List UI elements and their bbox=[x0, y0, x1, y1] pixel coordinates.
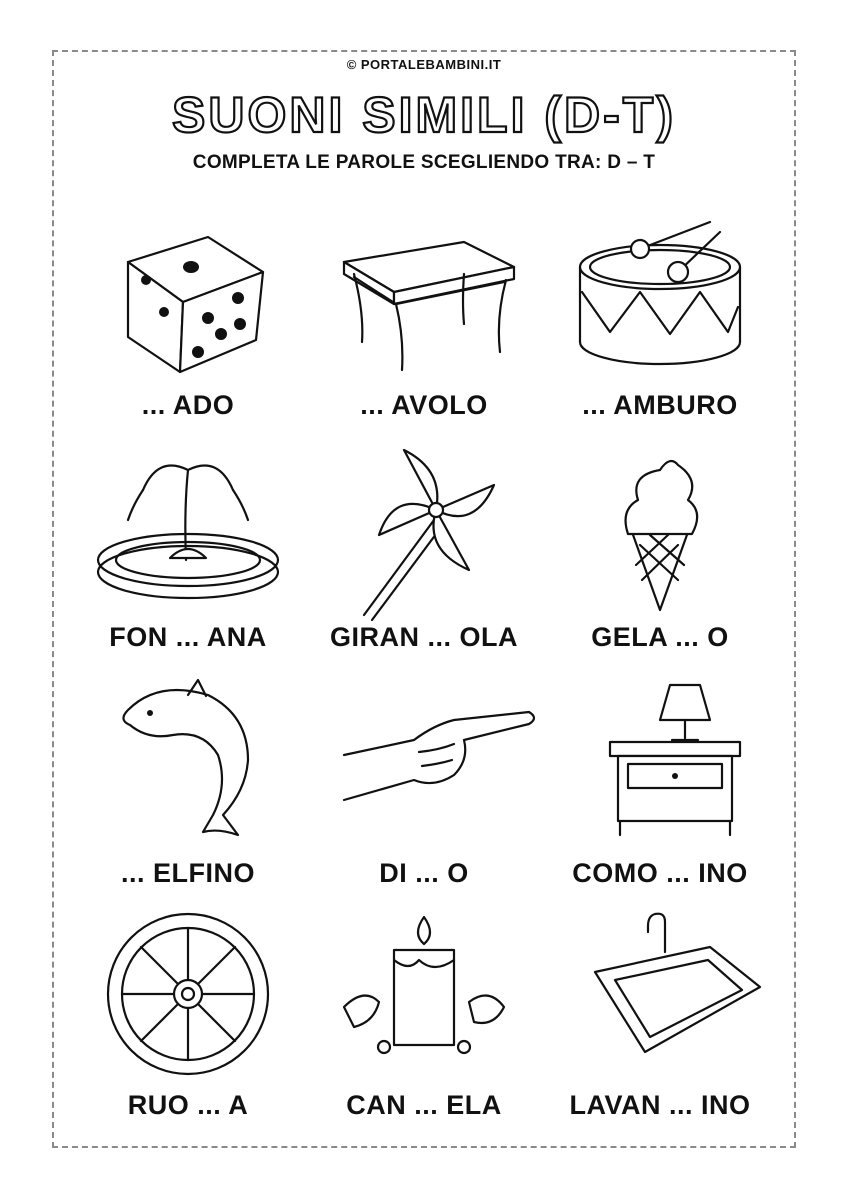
word-label: FON ... ANA bbox=[109, 622, 267, 652]
instructions: COMPLETA LE PAROLE SCEGLIENDO TRA: D – T bbox=[192, 152, 656, 173]
ice-cream-icon bbox=[560, 450, 760, 600]
drum-icon bbox=[560, 222, 760, 372]
dolphin-icon bbox=[88, 680, 288, 830]
dice-icon bbox=[88, 222, 288, 372]
page-title bbox=[0, 86, 848, 146]
finger-icon bbox=[324, 680, 524, 830]
table-icon bbox=[324, 222, 524, 372]
word-label: ... ELFINO bbox=[120, 858, 255, 888]
candle-icon bbox=[324, 912, 524, 1062]
nightstand-icon bbox=[560, 680, 760, 830]
word-label: LAVAN ... INO bbox=[569, 1090, 751, 1120]
wheel-icon bbox=[88, 912, 288, 1062]
word-label: ... AMBURO bbox=[582, 390, 738, 420]
word-label: CAN ... ELA bbox=[346, 1090, 502, 1120]
word-label: COMO ... INO bbox=[572, 858, 748, 888]
word-label: ... AVOLO bbox=[360, 390, 488, 420]
word-label: ... ADO bbox=[141, 390, 235, 420]
pinwheel-icon bbox=[324, 450, 524, 600]
sink-icon bbox=[560, 912, 760, 1062]
word-label: RUO ... A bbox=[127, 1090, 249, 1120]
word-label: GIRAN ... OLA bbox=[330, 622, 518, 652]
fountain-icon bbox=[88, 450, 288, 600]
word-label: GELA ... O bbox=[591, 622, 729, 652]
title-text: SUONI SIMILI (D-T) bbox=[172, 87, 676, 143]
word-label: DI ... O bbox=[379, 858, 469, 888]
credit-text: © PORTALEBAMBINI.IT bbox=[346, 57, 502, 72]
